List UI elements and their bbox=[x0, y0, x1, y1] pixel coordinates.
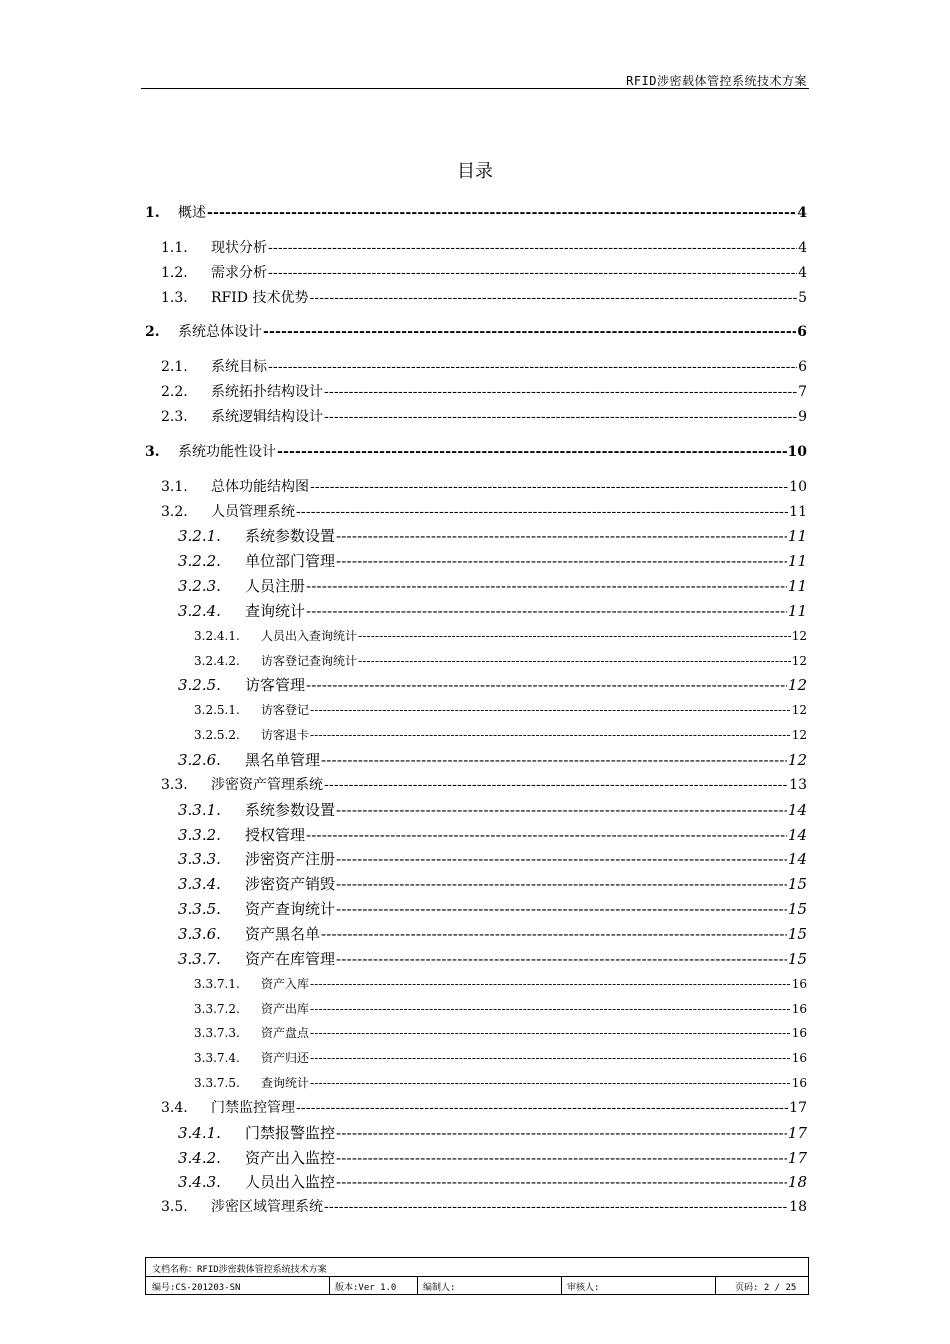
toc-leader-dashes bbox=[309, 289, 797, 307]
toc-entry-title: 资产入库 bbox=[261, 977, 310, 991]
footer-row-docname bbox=[146, 1258, 808, 1277]
toc-entry-number: 2.2. bbox=[161, 384, 188, 400]
toc-entry-number: 2. bbox=[145, 324, 160, 340]
toc-entry-page: 4 bbox=[797, 205, 807, 221]
toc-entry-page: 7 bbox=[798, 384, 807, 400]
toc-entry-title: 现状分析 bbox=[211, 240, 267, 256]
toc-entry-number: 3.2.3. bbox=[178, 577, 221, 595]
toc-entry[interactable] bbox=[145, 323, 807, 341]
toc-entry-title: 涉密区域管理系统 bbox=[211, 1199, 323, 1215]
toc-entry-title: 涉密资产销毁 bbox=[245, 875, 336, 893]
toc-entry-number: 3.3.7.2. bbox=[194, 1002, 240, 1016]
toc-entry-title: 单位部门管理 bbox=[245, 552, 336, 570]
toc-entry-page: 16 bbox=[791, 1026, 807, 1040]
toc-entry-page: 6 bbox=[797, 324, 807, 340]
toc-entry[interactable] bbox=[161, 264, 807, 282]
toc-entry[interactable] bbox=[178, 1124, 807, 1142]
toc-entry-number: 3.1. bbox=[161, 479, 188, 495]
toc-entry-title: 系统拓扑结构设计 bbox=[211, 384, 323, 400]
toc-entry-page: 16 bbox=[791, 1051, 807, 1065]
toc-entry-title: 系统总体设计 bbox=[178, 324, 262, 340]
toc-entry-title: 资产盘点 bbox=[261, 1026, 310, 1040]
toc-entry[interactable] bbox=[194, 1024, 807, 1042]
toc-entry-number: 2.1. bbox=[161, 359, 188, 375]
toc-entry[interactable] bbox=[161, 358, 807, 376]
toc-entry[interactable] bbox=[194, 1049, 807, 1067]
toc-leader-dashes bbox=[324, 776, 788, 794]
toc-entry[interactable] bbox=[161, 1198, 807, 1216]
toc-leader-dashes bbox=[268, 239, 797, 257]
toc-entry-title: 人员出入监控 bbox=[245, 1173, 336, 1191]
toc-entry[interactable] bbox=[145, 204, 807, 222]
toc-entry-title: 查询统计 bbox=[245, 602, 306, 620]
toc-entry[interactable] bbox=[178, 527, 807, 545]
toc-entry-title: 授权管理 bbox=[245, 826, 306, 844]
toc-leader-dashes bbox=[336, 552, 787, 570]
toc-entry-number: 3.2.4.1. bbox=[194, 629, 240, 643]
toc-entry-page: 11 bbox=[787, 527, 807, 545]
toc-entry-page: 12 bbox=[791, 629, 807, 643]
toc-entry[interactable] bbox=[178, 925, 807, 943]
toc-entry-title: 资产在库管理 bbox=[245, 950, 336, 968]
toc-entry[interactable] bbox=[194, 1000, 807, 1018]
toc-entry[interactable] bbox=[194, 701, 807, 719]
toc-entry[interactable] bbox=[178, 552, 807, 570]
toc-entry-title: 查询统计 bbox=[261, 1076, 310, 1090]
toc-entry-page: 17 bbox=[787, 1149, 807, 1167]
toc-entry-title: 资产黑名单 bbox=[245, 925, 321, 943]
toc-entry-page: 11 bbox=[787, 602, 807, 620]
toc-entry-page: 17 bbox=[789, 1100, 807, 1116]
toc-entry[interactable] bbox=[178, 875, 807, 893]
toc-leader-dashes bbox=[336, 1124, 787, 1142]
toc-entry-number: 3.3.1. bbox=[178, 801, 221, 819]
toc-leader-dashes bbox=[310, 975, 791, 993]
toc-entry-number: 3.2.5.1. bbox=[194, 703, 240, 717]
toc-entry-number: 3.3.3. bbox=[178, 850, 221, 868]
toc-entry-number: 3.2.6. bbox=[178, 751, 221, 769]
toc-entry-page: 18 bbox=[789, 1199, 807, 1215]
toc-entry[interactable] bbox=[178, 1173, 807, 1191]
toc-entry-number: 3.3.7. bbox=[178, 950, 221, 968]
toc-leader-dashes bbox=[324, 408, 797, 426]
toc-entry-number: 3.2.1. bbox=[178, 527, 221, 545]
toc-entry[interactable] bbox=[161, 1099, 807, 1117]
toc-entry-title: 人员管理系统 bbox=[211, 504, 295, 520]
toc-entry-number: 3.4.3. bbox=[178, 1173, 221, 1191]
toc-entry-page: 10 bbox=[789, 479, 807, 495]
toc-entry-title: 系统逻辑结构设计 bbox=[211, 409, 323, 425]
footer-page-number: 页码: 2 / 25 bbox=[735, 1283, 797, 1293]
toc-entry-page: 14 bbox=[787, 826, 807, 844]
toc-entry[interactable] bbox=[161, 776, 807, 794]
toc-leader-dashes bbox=[358, 627, 791, 645]
toc-leader-dashes bbox=[321, 925, 787, 943]
footer-number: 编号:CS-201203-SN bbox=[152, 1283, 241, 1293]
toc-leader-dashes bbox=[310, 726, 791, 744]
toc-leader-dashes bbox=[336, 1173, 787, 1191]
toc-entry[interactable] bbox=[194, 652, 807, 670]
toc-entry-page: 18 bbox=[787, 1173, 807, 1191]
toc-entry-page: 12 bbox=[791, 654, 807, 668]
toc-leader-dashes bbox=[336, 801, 787, 819]
toc-leader-dashes bbox=[310, 1024, 791, 1042]
toc-entry-page: 17 bbox=[787, 1124, 807, 1142]
toc-entry-page: 11 bbox=[789, 504, 807, 520]
toc-entry[interactable] bbox=[145, 443, 807, 461]
toc-entry[interactable] bbox=[178, 850, 807, 868]
toc-leader-dashes bbox=[306, 577, 787, 595]
toc-entry-title: 总体功能结构图 bbox=[211, 479, 309, 495]
toc-entry-title: 访客登记查询统计 bbox=[261, 654, 358, 668]
toc-entry-title: 人员注册 bbox=[245, 577, 306, 595]
toc-entry[interactable] bbox=[161, 383, 807, 401]
toc-entry-page: 12 bbox=[791, 728, 807, 742]
toc-entry-page: 14 bbox=[787, 850, 807, 868]
toc-entry-page: 16 bbox=[791, 1002, 807, 1016]
toc-entry[interactable] bbox=[178, 801, 807, 819]
toc-entry-number: 3.2.5.2. bbox=[194, 728, 240, 742]
toc-entry-number: 3.2. bbox=[161, 504, 188, 520]
toc-entry-title: 门禁监控管理 bbox=[211, 1100, 295, 1116]
toc-entry-number: 3.3. bbox=[161, 777, 188, 793]
footer-doc-name: 文档名称：RFID涉密载体管控系统技术方案 bbox=[152, 1265, 327, 1275]
toc-leader-dashes bbox=[263, 323, 796, 341]
toc-leader-dashes bbox=[324, 383, 797, 401]
toc-leader-dashes bbox=[336, 900, 787, 918]
toc-entry-title: 访客退卡 bbox=[261, 728, 310, 742]
toc-leader-dashes bbox=[310, 1074, 791, 1092]
toc-entry-page: 14 bbox=[787, 801, 807, 819]
toc-entry-title: 访客登记 bbox=[261, 703, 310, 717]
toc-entry[interactable] bbox=[161, 503, 807, 521]
toc-entry-title: 门禁报警监控 bbox=[245, 1124, 336, 1142]
toc-entry[interactable] bbox=[194, 726, 807, 744]
toc-leader-dashes bbox=[310, 478, 788, 496]
page-header-title: RFID涉密载体管控系统技术方案 bbox=[626, 74, 807, 88]
toc-leader-dashes bbox=[336, 950, 787, 968]
toc-entry-number: 3.3.4. bbox=[178, 875, 221, 893]
toc-leader-dashes bbox=[358, 652, 791, 670]
toc-entry-number: 3.2.4.2. bbox=[194, 654, 240, 668]
toc-entry-page: 16 bbox=[791, 977, 807, 991]
toc-entry-page: 12 bbox=[787, 751, 807, 769]
toc-entry-page: 12 bbox=[787, 676, 807, 694]
toc-entry-page: 5 bbox=[798, 290, 807, 306]
toc-entry-page: 9 bbox=[798, 409, 807, 425]
toc-entry-number: 3.3.7.1. bbox=[194, 977, 240, 991]
toc-leader-dashes bbox=[321, 751, 787, 769]
toc-leader-dashes bbox=[324, 1198, 788, 1216]
toc-entry[interactable] bbox=[178, 602, 807, 620]
toc-entry-title: 访客管理 bbox=[245, 676, 306, 694]
toc-leader-dashes bbox=[207, 204, 796, 222]
toc-entry-title: 需求分析 bbox=[211, 265, 267, 281]
toc-entry-number: 3.4.1. bbox=[178, 1124, 221, 1142]
toc-entry-title: 系统目标 bbox=[211, 359, 267, 375]
footer-reviewer: 审核人: bbox=[567, 1283, 600, 1293]
footer-row-meta bbox=[146, 1277, 808, 1294]
toc-entry-page: 15 bbox=[787, 875, 807, 893]
toc-entry-page: 6 bbox=[798, 359, 807, 375]
toc-leader-dashes bbox=[306, 602, 787, 620]
toc-entry-page: 11 bbox=[787, 552, 807, 570]
toc-entry-title: 系统参数设置 bbox=[245, 801, 336, 819]
toc-entry-title: 人员出入查询统计 bbox=[261, 629, 358, 643]
toc-entry-page: 16 bbox=[791, 1076, 807, 1090]
toc-leader-dashes bbox=[336, 850, 787, 868]
toc-entry-number: 2.3. bbox=[161, 409, 188, 425]
toc-entry[interactable] bbox=[161, 239, 807, 257]
toc-entry-page: 4 bbox=[798, 265, 807, 281]
footer-version: 版本:Ver 1.0 bbox=[335, 1283, 397, 1293]
toc-entry[interactable] bbox=[194, 627, 807, 645]
toc-entry-number: 1. bbox=[145, 205, 160, 221]
toc-leader-dashes bbox=[296, 503, 788, 521]
toc-entry-title: 涉密资产注册 bbox=[245, 850, 336, 868]
toc-entry[interactable] bbox=[178, 900, 807, 918]
toc-entry-title: 涉密资产管理系统 bbox=[211, 777, 323, 793]
toc-entry-title: 黑名单管理 bbox=[245, 751, 321, 769]
toc-entry[interactable] bbox=[178, 826, 807, 844]
toc-leader-dashes bbox=[306, 676, 787, 694]
toc-entry-page: 4 bbox=[798, 240, 807, 256]
toc-leader-dashes bbox=[310, 1049, 791, 1067]
toc-entry-number: 3.4.2. bbox=[178, 1149, 221, 1167]
toc-leader-dashes bbox=[268, 358, 797, 376]
toc-entry-number: 3.3.6. bbox=[178, 925, 221, 943]
toc-leader-dashes bbox=[268, 264, 797, 282]
toc-entry-number: 1.2. bbox=[161, 265, 188, 281]
toc-entry-title: 概述 bbox=[178, 205, 206, 221]
toc-leader-dashes bbox=[306, 826, 787, 844]
toc-leader-dashes bbox=[336, 1149, 787, 1167]
toc-entry[interactable] bbox=[178, 577, 807, 595]
toc-entry[interactable] bbox=[161, 408, 807, 426]
toc-entry-number: 3.3.5. bbox=[178, 900, 221, 918]
toc-entry-number: 3.3.7.3. bbox=[194, 1026, 240, 1040]
toc-entry[interactable] bbox=[161, 478, 807, 496]
page-footer bbox=[145, 1257, 809, 1295]
toc-entry-number: 3.2.4. bbox=[178, 602, 221, 620]
toc-entry-number: 3.3.7.4. bbox=[194, 1051, 240, 1065]
toc-leader-dashes bbox=[336, 527, 787, 545]
toc-entry-number: 3.2.5. bbox=[178, 676, 221, 694]
toc-title: 目录 bbox=[457, 161, 493, 182]
toc-entry-title: 资产归还 bbox=[261, 1051, 310, 1065]
toc-entry-number: 1.3. bbox=[161, 290, 188, 306]
toc-entry-title: 资产查询统计 bbox=[245, 900, 336, 918]
toc-entry[interactable] bbox=[194, 1074, 807, 1092]
toc-entry-number: 1.1. bbox=[161, 240, 188, 256]
toc-entry[interactable] bbox=[178, 1149, 807, 1167]
toc-entry-page: 11 bbox=[787, 577, 807, 595]
toc-entry-number: 3. bbox=[145, 444, 160, 460]
toc-entry[interactable] bbox=[161, 289, 807, 307]
toc-entry-number: 3.2.2. bbox=[178, 552, 221, 570]
toc-entry-page: 15 bbox=[787, 900, 807, 918]
toc-entry-number: 3.3.7.5. bbox=[194, 1076, 240, 1090]
toc-entry-title: 资产出库 bbox=[261, 1002, 310, 1016]
toc-entry-page: 15 bbox=[787, 925, 807, 943]
toc-leader-dashes bbox=[296, 1099, 788, 1117]
toc-entry-number: 3.3.2. bbox=[178, 826, 221, 844]
toc-entry[interactable] bbox=[178, 751, 807, 769]
toc-entry[interactable] bbox=[178, 676, 807, 694]
toc-leader-dashes bbox=[336, 875, 787, 893]
toc-leader-dashes bbox=[310, 1000, 791, 1018]
footer-editor: 编制人: bbox=[423, 1283, 456, 1293]
toc-entry-page: 15 bbox=[787, 950, 807, 968]
toc-entry[interactable] bbox=[178, 950, 807, 968]
toc-entry-number: 3.5. bbox=[161, 1199, 188, 1215]
toc-entry[interactable] bbox=[194, 975, 807, 993]
toc-entry-title: 系统功能性设计 bbox=[178, 444, 276, 460]
toc-entry-page: 12 bbox=[791, 703, 807, 717]
toc-entry-title: 系统参数设置 bbox=[245, 527, 336, 545]
toc-entry-number: 3.4. bbox=[161, 1100, 188, 1116]
toc-leader-dashes bbox=[310, 701, 791, 719]
toc-leader-dashes bbox=[277, 443, 787, 461]
toc-entry-title: 资产出入监控 bbox=[245, 1149, 336, 1167]
toc-entry-page: 13 bbox=[789, 777, 807, 793]
toc-entry-title: RFID 技术优势 bbox=[211, 290, 309, 306]
toc-entry-page: 10 bbox=[787, 444, 807, 460]
